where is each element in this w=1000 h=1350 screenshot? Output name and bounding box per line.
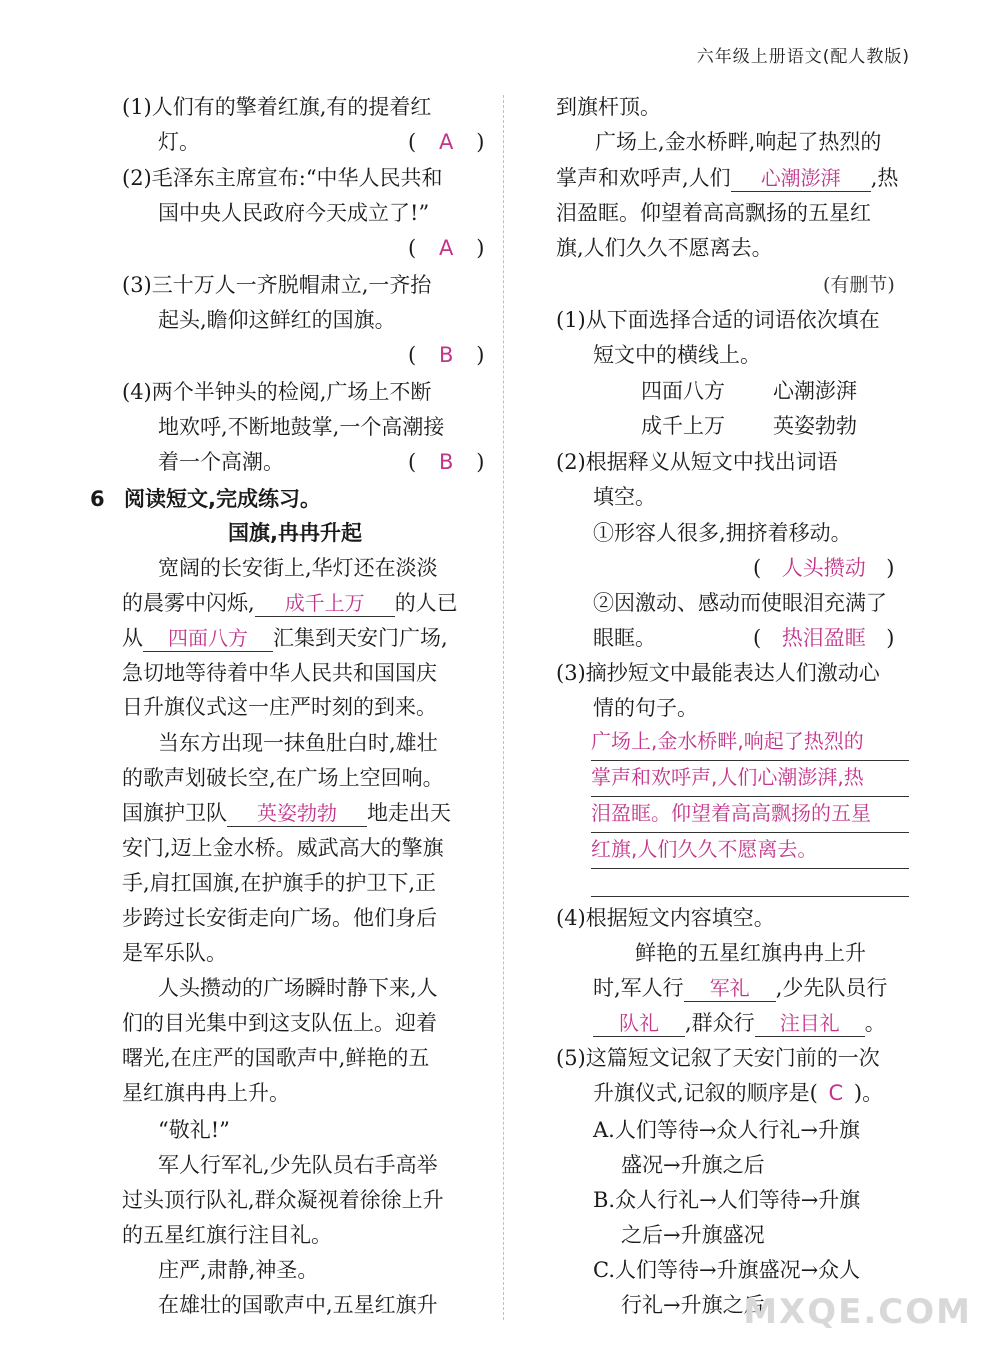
subq5-line2: 升旗仪式,记叙的顺序是( C )。 xyxy=(593,1081,884,1105)
subq3-answer-line: 广场上,金水桥畔,响起了热烈的 xyxy=(591,726,909,761)
q5-item3-line2: 起头,瞻仰这鲜红的国旗。 xyxy=(158,308,396,332)
passage-line: 宽阔的长安街上,华灯还在淡淡 xyxy=(158,556,438,580)
passage-line: 军人行军礼,少先队员右手高举 xyxy=(158,1153,438,1177)
passage-line: 到旗杆顶。 xyxy=(556,95,661,119)
option-c-line2: 行礼→升旗之后 xyxy=(621,1293,765,1317)
passage-line: 急切地等待着中华人民共和国国庆 xyxy=(122,661,437,685)
passage-line: 国旗护卫队 英姿勃勃 地走出天 xyxy=(122,801,451,825)
passage-line: 的歌声划破长空,在广场上空回响。 xyxy=(122,766,444,790)
subq1-line1: (1)从下面选择合适的词语依次填在 xyxy=(556,308,880,332)
answer-text: B xyxy=(438,343,454,367)
deletion-note: (有删节) xyxy=(823,274,895,296)
q6-number: 6 xyxy=(90,487,105,511)
passage-line: 当东方出现一抹鱼肚白时,雄壮 xyxy=(158,731,438,755)
subq3-answer-line: 泪盈眶。仰望着高高飘扬的五星 xyxy=(591,798,909,833)
subq2-item2-answer: ( 热泪盈眶 ) xyxy=(753,626,895,650)
subq4-line3: 时,军人行 军礼 ,少先队员行 xyxy=(593,976,888,1000)
fill-blank: 英姿勃勃 xyxy=(227,800,367,827)
subq4-line4: 队礼 ,群众行 注目礼 。 xyxy=(593,1008,886,1038)
q5-item4-line2: 地欢呼,不断地鼓掌,一个高潮接 xyxy=(158,415,445,439)
q5-item3-answer: ( B ) xyxy=(408,340,484,370)
subq2-item2-line2: 眼眶。 xyxy=(593,626,656,650)
q5-item2-line1: (2)毛泽东主席宣布:“中华人民共和 xyxy=(122,166,443,190)
passage-line: 是军乐队。 xyxy=(122,941,227,965)
q5-item4-answer: ( B ) xyxy=(408,447,484,477)
passage-line: 泪盈眶。仰望着高高飘扬的五星红 xyxy=(556,201,871,225)
word-option: 心潮澎湃 xyxy=(773,379,857,403)
subq4-line1: (4)根据短文内容填空。 xyxy=(556,906,775,930)
passage-line: 步跨过长安街走向广场。他们身后 xyxy=(122,906,437,930)
answer-text: B xyxy=(438,450,454,474)
subq2-item1-answer: ( 人头攒动 ) xyxy=(753,556,895,580)
passage-line: 日升旗仪式这一庄严时刻的到来。 xyxy=(122,695,437,719)
passage-line: 的五星红旗行注目礼。 xyxy=(122,1223,332,1247)
option-a-line2: 盛况→升旗之后 xyxy=(621,1153,765,1177)
subq5-line1: (5)这篇短文记叙了天安门前的一次 xyxy=(556,1046,880,1070)
fill-blank: 成千上万 xyxy=(255,590,395,617)
column-divider xyxy=(503,95,504,1320)
passage-line: 的晨雾中闪烁, 成千上万 的人已 xyxy=(122,591,458,615)
subq3-line1: (3)摘抄短文中最能表达人们激动心 xyxy=(556,661,880,685)
option-b-line1: B.众人行礼→人们等待→升旗 xyxy=(593,1188,861,1212)
fill-blank: 军礼 xyxy=(684,975,776,1002)
passage-line: 们的目光集中到这支队伍上。迎着 xyxy=(122,1011,437,1035)
option-b-line2: 之后→升旗盛况 xyxy=(621,1223,765,1247)
q5-item2-line2: 国中央人民政府今天成立了!” xyxy=(158,201,430,225)
subq2-item2-line1: ②因激动、感动而使眼泪充满了 xyxy=(593,591,887,615)
page-header: 六年级上册语文(配人教版) xyxy=(696,47,910,67)
q5-item4-line1: (4)两个半钟头的检阅,广场上不断 xyxy=(122,380,432,404)
word-option: 四面八方 xyxy=(641,379,725,403)
subq3-empty-line xyxy=(591,862,909,897)
q5-item1-line2: 灯。 xyxy=(158,130,200,154)
answer-text: A xyxy=(439,130,454,154)
subq3-answer-line: 红旗,人们久久不愿离去。 xyxy=(591,834,909,869)
subq2-item1: ①形容人很多,拥挤着移动。 xyxy=(593,521,852,545)
site-watermark: MXQE.COM xyxy=(743,1292,972,1332)
word-option: 成千上万 xyxy=(641,414,725,438)
subq2-line1: (2)根据释义从短文中找出词语 xyxy=(556,450,838,474)
passage-line: 曙光,在庄严的国歌声中,鲜艳的五 xyxy=(122,1046,430,1070)
passage-line: 庄严,肃静,神圣。 xyxy=(158,1258,319,1282)
fill-blank: 四面八方 xyxy=(143,625,273,652)
option-c-line1: C.人们等待→升旗盛况→众人 xyxy=(593,1258,861,1282)
fill-blank: 队礼 xyxy=(593,1010,685,1037)
subq2-line2: 填空。 xyxy=(593,485,656,509)
q5-item1-answer: ( A ) xyxy=(408,127,484,157)
passage-line: 从 四面八方 汇集到天安门广场, xyxy=(122,626,448,650)
q5-item2-answer: ( A ) xyxy=(408,233,484,263)
fill-blank: 心潮澎湃 xyxy=(731,165,871,192)
passage-line: “敬礼!” xyxy=(158,1118,230,1142)
fill-blank: 注目礼 xyxy=(755,1010,865,1037)
subq4-line2: 鲜艳的五星红旗冉冉上升 xyxy=(635,941,866,965)
passage-line: 手,肩扛国旗,在护旗手的护卫下,正 xyxy=(122,871,437,895)
passage-line: 旗,人们久久不愿离去。 xyxy=(556,236,773,260)
passage-line: 在雄壮的国歌声中,五星红旗升 xyxy=(158,1293,438,1317)
passage-line: 人头攒动的广场瞬时静下来,人 xyxy=(158,976,438,1000)
q5-item3-line1: (3)三十万人一齐脱帽肃立,一齐抬 xyxy=(122,273,432,297)
subq1-line2: 短文中的横线上。 xyxy=(593,343,761,367)
option-a-line1: A.人们等待→众人行礼→升旗 xyxy=(593,1118,861,1142)
subq3-line2: 情的句子。 xyxy=(593,696,698,720)
passage-line: 安门,迈上金水桥。威武高大的擎旗 xyxy=(122,836,444,860)
passage-title: 国旗,冉冉升起 xyxy=(228,521,362,545)
answer-text: A xyxy=(439,236,454,260)
q5-item4-line3: 着一个高潮。 xyxy=(158,450,284,474)
subq3-answer-line: 掌声和欢呼声,人们心潮澎湃,热 xyxy=(591,762,909,797)
passage-line: 广场上,金水桥畔,响起了热烈的 xyxy=(595,130,882,154)
q5-item1-line1: (1)人们有的擎着红旗,有的提着红 xyxy=(122,95,432,119)
q6-instruction: 阅读短文,完成练习。 xyxy=(124,487,321,511)
passage-line: 过头顶行队礼,群众凝视着徐徐上升 xyxy=(122,1188,444,1212)
word-option: 英姿勃勃 xyxy=(773,414,857,438)
passage-line: 掌声和欢呼声,人们 心潮澎湃 ,热 xyxy=(556,166,899,190)
passage-line: 星红旗冉冉上升。 xyxy=(122,1081,290,1105)
